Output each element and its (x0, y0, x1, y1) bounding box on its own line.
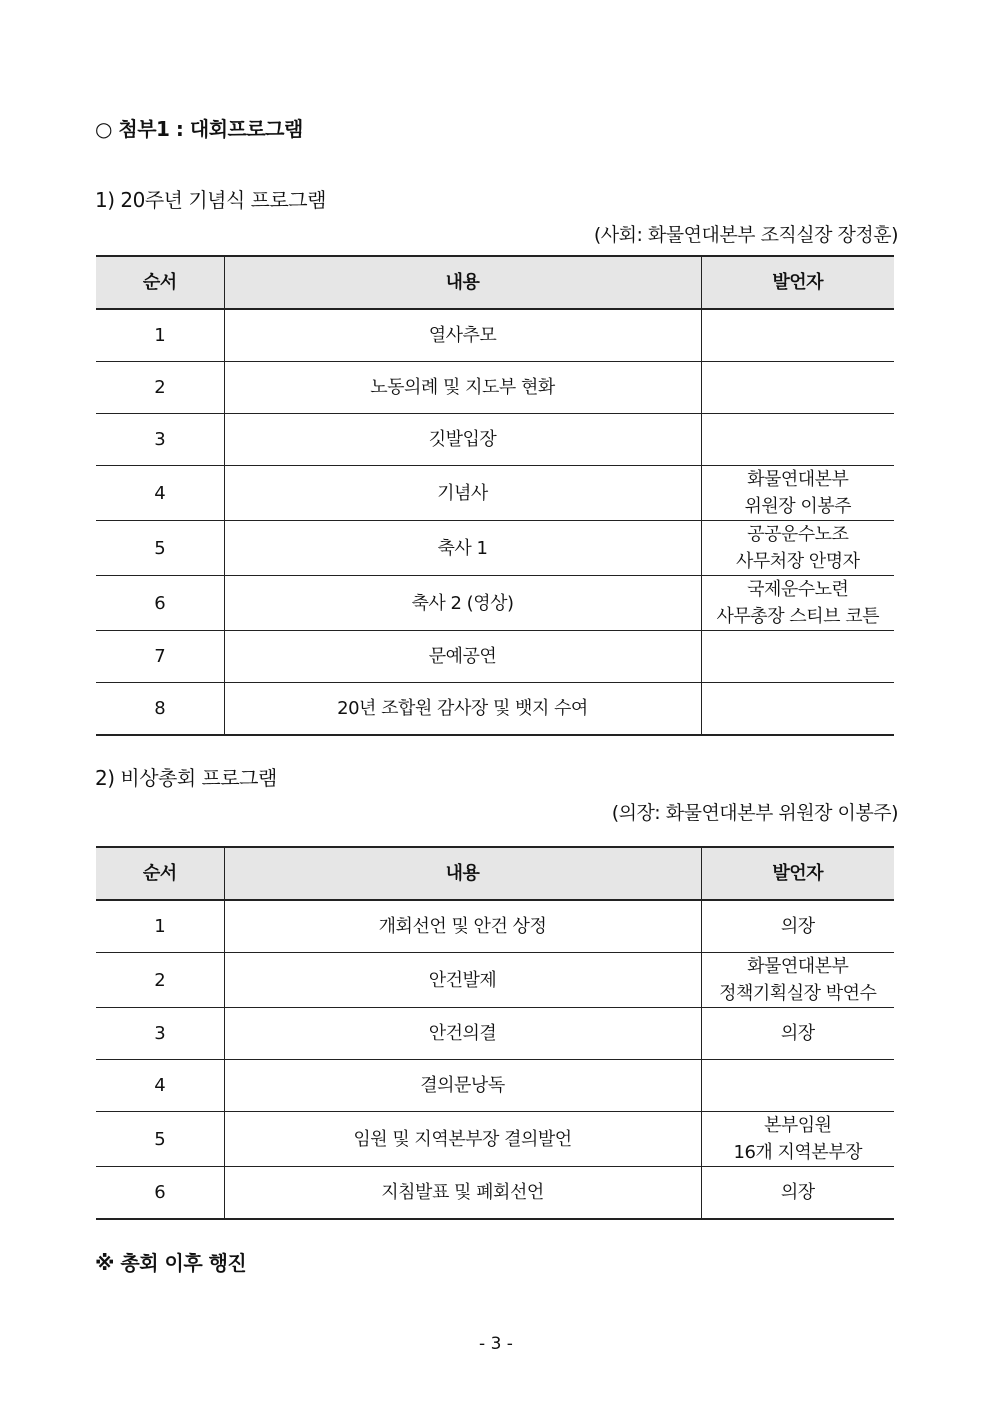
program-table-assembly (96, 846, 894, 1220)
row-speaker (701, 576, 894, 631)
speaker-line: 의장 (780, 1182, 815, 1203)
row-content: 개회선언 및 안건 상정 (224, 900, 701, 953)
header-content: 내용 (224, 847, 701, 900)
row-number: 6 (96, 576, 224, 631)
row-content: 열사추모 (224, 309, 701, 362)
speaker-line: 화물연대본부 (747, 956, 849, 977)
table-row (96, 953, 894, 1008)
header-content: 내용 (224, 256, 701, 309)
section1-note: (사회: 화물연대본부 조직실장 장정훈) (593, 224, 898, 246)
row-speaker (701, 521, 894, 576)
table-row (96, 900, 894, 953)
row-number: 5 (96, 1112, 224, 1167)
table-row (96, 683, 894, 736)
row-content: 결의문낭독 (224, 1060, 701, 1112)
row-content: 임원 및 지역본부장 결의발언 (224, 1112, 701, 1167)
row-number: 4 (96, 466, 224, 521)
row-number: 3 (96, 1008, 224, 1060)
speaker-line: 본부임원 (763, 1115, 832, 1136)
table-header-row (96, 256, 894, 309)
row-content: 안건발제 (224, 953, 701, 1008)
speaker-line: 공공운수노조 (747, 524, 849, 545)
row-content: 지침발표 및 폐회선언 (224, 1167, 701, 1220)
row-number: 7 (96, 631, 224, 683)
row-speaker (701, 900, 894, 953)
row-number: 2 (96, 362, 224, 414)
row-speaker (701, 631, 894, 683)
row-speaker (701, 1167, 894, 1220)
speaker-line: 16개 지역본부장 (733, 1142, 862, 1163)
table-row (96, 414, 894, 466)
table-row (96, 631, 894, 683)
table-row (96, 1008, 894, 1060)
row-speaker (701, 309, 894, 362)
row-speaker (701, 414, 894, 466)
table-row (96, 576, 894, 631)
row-content: 20년 조합원 감사장 및 뱃지 수여 (224, 683, 701, 736)
march-note: ※ 총회 이후 행진 (95, 1251, 247, 1275)
row-speaker (701, 953, 894, 1008)
speaker-line: 의장 (780, 1023, 815, 1044)
row-number: 1 (96, 900, 224, 953)
header-order: 순서 (96, 847, 224, 900)
row-content: 깃발입장 (224, 414, 701, 466)
table-header-row (96, 847, 894, 900)
row-speaker (701, 683, 894, 736)
row-number: 6 (96, 1167, 224, 1220)
row-content: 문예공연 (224, 631, 701, 683)
table-row (96, 466, 894, 521)
speaker-line: 화물연대본부 (747, 469, 849, 490)
table-row (96, 309, 894, 362)
row-speaker (701, 362, 894, 414)
row-number: 5 (96, 521, 224, 576)
section2-note: (의장: 화물연대본부 위원장 이봉주) (611, 802, 898, 824)
row-number: 2 (96, 953, 224, 1008)
speaker-line: 정책기획실장 박연수 (719, 983, 877, 1004)
speaker-line: 국제운수노련 (747, 579, 849, 600)
row-speaker (701, 1112, 894, 1167)
header-order: 순서 (96, 256, 224, 309)
section1-title: 1) 20주년 기념식 프로그램 (95, 188, 326, 212)
header-speaker: 발언자 (701, 847, 894, 900)
header-speaker: 발언자 (701, 256, 894, 309)
row-content: 축사 1 (224, 521, 701, 576)
row-speaker (701, 1008, 894, 1060)
speaker-line: 의장 (780, 916, 815, 937)
section2-title: 2) 비상총회 프로그램 (95, 766, 277, 790)
table-row (96, 521, 894, 576)
program-table-ceremony (96, 255, 894, 736)
table-row (96, 362, 894, 414)
row-speaker (701, 466, 894, 521)
speaker-line: 위원장 이봉주 (744, 496, 852, 517)
page-number: - 3 - (479, 1334, 513, 1354)
row-speaker (701, 1060, 894, 1112)
row-content: 기념사 (224, 466, 701, 521)
row-content: 축사 2 (영상) (224, 576, 701, 631)
speaker-line: 사무처장 안명자 (736, 551, 860, 572)
table-row (96, 1060, 894, 1112)
page-heading: ○ 첨부1 : 대회프로그램 (95, 117, 303, 141)
row-number: 8 (96, 683, 224, 736)
table-row (96, 1167, 894, 1220)
table-row (96, 1112, 894, 1167)
speaker-line: 사무총장 스티브 코튼 (716, 606, 879, 627)
row-number: 1 (96, 309, 224, 362)
row-content: 안건의결 (224, 1008, 701, 1060)
row-number: 4 (96, 1060, 224, 1112)
row-content: 노동의례 및 지도부 현화 (224, 362, 701, 414)
row-number: 3 (96, 414, 224, 466)
